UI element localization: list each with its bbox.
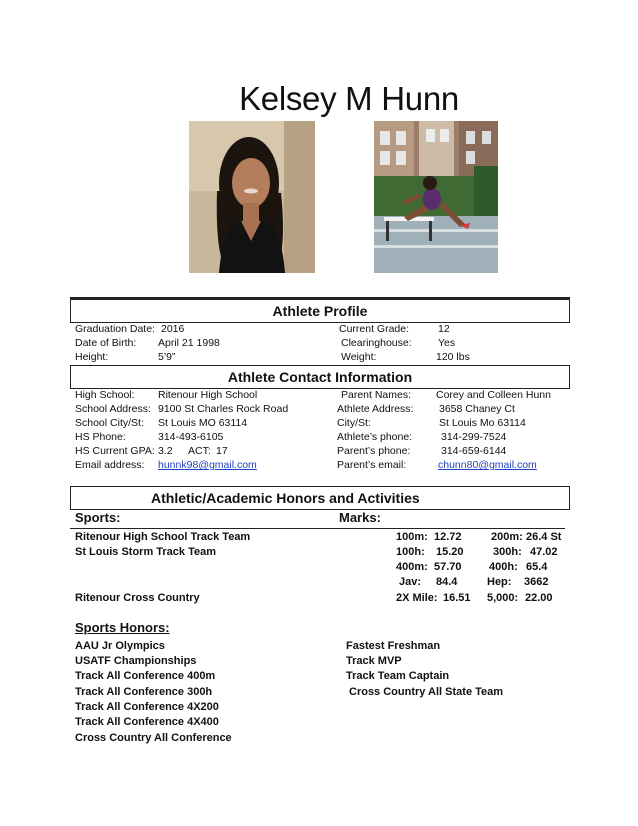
clearinghouse-value: Yes xyxy=(438,337,456,349)
mark-5000-label: 5,000: xyxy=(487,592,519,604)
mark-100m-label: 100m: xyxy=(396,531,428,543)
high-school-value: Ritenour High School xyxy=(158,389,258,401)
action-photo xyxy=(374,121,498,273)
graduation-date-label: Graduation Date: xyxy=(75,323,155,335)
parent-phone-value: 314-659-6144 xyxy=(441,445,507,457)
mark-300h-value: 47.02 xyxy=(530,546,558,558)
sports-label: Sports: xyxy=(75,510,121,525)
honor-conference-4x400: Track All Conference 4X400 xyxy=(75,716,219,728)
mark-400h-value: 65.4 xyxy=(526,561,548,573)
gpa-value: 3.2 xyxy=(158,445,173,457)
high-school-label: High School: xyxy=(75,389,135,401)
school-city-value: St Louis MO 63114 xyxy=(158,417,248,429)
school-address-value: 9100 St Charles Rock Road xyxy=(158,403,289,415)
mark-400m-value: 57.70 xyxy=(434,561,462,573)
mark-100m-value: 12.72 xyxy=(434,531,462,543)
height-value: 5’9” xyxy=(158,351,176,363)
graduation-date-value: 2016 xyxy=(161,323,185,335)
gpa-label: HS Current GPA: xyxy=(75,445,155,457)
athlete-phone-label: Athlete’s phone: xyxy=(337,431,413,443)
school-address-label: School Address: xyxy=(75,403,151,415)
honor-track-mvp: Track MVP xyxy=(346,655,402,667)
honors-heading-text: Athletic/Academic Honors and Activities xyxy=(151,490,420,506)
portrait-photo xyxy=(189,121,315,273)
mark-100h-label: 100h: xyxy=(396,546,425,558)
height-label: Height: xyxy=(75,351,109,363)
act-label: ACT: xyxy=(188,445,211,457)
team-ritenour-track: Ritenour High School Track Team xyxy=(75,531,251,543)
weight-value: 120 lbs xyxy=(436,351,470,363)
honor-usatf: USATF Championships xyxy=(75,655,197,667)
athlete-name-title: Kelsey M Hunn xyxy=(239,80,459,117)
weight-label: Weight: xyxy=(341,351,377,363)
athlete-address-label: Athlete Address: xyxy=(337,403,414,415)
contact-info-heading xyxy=(70,365,570,389)
mark-javelin-value: 84.4 xyxy=(436,576,458,588)
honor-conference-300h: Track All Conference 300h xyxy=(75,686,213,698)
hs-phone-label: HS Phone: xyxy=(75,431,126,443)
honor-team-captain: Track Team Captain xyxy=(346,670,450,682)
clearinghouse-label: Clearinghouse: xyxy=(341,337,412,349)
mark-heptathlon-label: Hep: xyxy=(487,576,512,588)
mark-2x-mile-label: 2X Mile: xyxy=(396,592,438,604)
contact-info-heading-text: Athlete Contact Information xyxy=(227,369,413,385)
mark-200m-value: 26.4 St xyxy=(526,531,562,543)
honor-aau-jr-olympics: AAU Jr Olympics xyxy=(75,640,165,652)
honor-conference-4x200: Track All Conference 4X200 xyxy=(75,701,219,713)
honors-divider xyxy=(70,528,565,529)
mark-5000-value: 22.00 xyxy=(525,592,553,604)
school-city-label: School City/St: xyxy=(75,417,144,429)
mark-100h-value: 15.20 xyxy=(436,546,464,558)
mark-javelin-label: Jav: xyxy=(399,576,422,588)
mark-2x-mile-value: 16.51 xyxy=(443,592,471,604)
parent-names-value: Corey and Colleen Hunn xyxy=(436,389,551,401)
mark-200m-label: 200m: xyxy=(491,531,523,543)
sports-honors-heading: Sports Honors: xyxy=(75,620,170,635)
parent-names-label: Parent Names: xyxy=(341,389,412,401)
email-label: Email address: xyxy=(75,459,145,471)
current-grade-label: Current Grade: xyxy=(339,323,410,335)
mark-300h-label: 300h: xyxy=(493,546,522,558)
mark-400h-label: 400h: xyxy=(489,561,518,573)
current-grade-value: 12 xyxy=(438,323,450,335)
honor-fastest-freshman: Fastest Freshman xyxy=(346,640,441,652)
athlete-address-value: 3658 Chaney Ct xyxy=(439,403,515,415)
honor-conference-400m: Track All Conference 400m xyxy=(75,670,216,682)
date-of-birth-value: April 21 1998 xyxy=(158,337,220,349)
athlete-email-link[interactable]: hunnk98@gmail.com xyxy=(158,459,257,471)
athlete-phone-value: 314-299-7524 xyxy=(441,431,507,443)
marks-label: Marks: xyxy=(339,510,381,525)
act-value: 17 xyxy=(216,445,228,457)
hs-phone-value: 314-493-6105 xyxy=(158,431,224,443)
mark-400m-label: 400m: xyxy=(396,561,428,573)
honors-heading xyxy=(70,486,570,510)
athlete-profile-heading xyxy=(70,299,570,323)
parent-email-label: Parent’s email: xyxy=(337,459,407,471)
parent-email-link[interactable]: chunn80@gmail.com xyxy=(438,459,537,471)
parent-phone-label: Parent’s phone: xyxy=(337,445,411,457)
team-cross-country: Ritenour Cross Country xyxy=(75,592,200,604)
honor-cross-country-all-state: Cross Country All State Team xyxy=(349,686,504,698)
honor-cross-country-conference: Cross Country All Conference xyxy=(75,732,232,744)
date-of-birth-label: Date of Birth: xyxy=(75,337,137,349)
city-state-value: St Louis Mo 63114 xyxy=(439,417,526,429)
mark-heptathlon-value: 3662 xyxy=(524,576,549,588)
athlete-profile-heading-text: Athlete Profile xyxy=(272,303,368,319)
city-state-label: City/St: xyxy=(337,417,371,429)
team-st-louis-storm: St Louis Storm Track Team xyxy=(75,546,217,558)
